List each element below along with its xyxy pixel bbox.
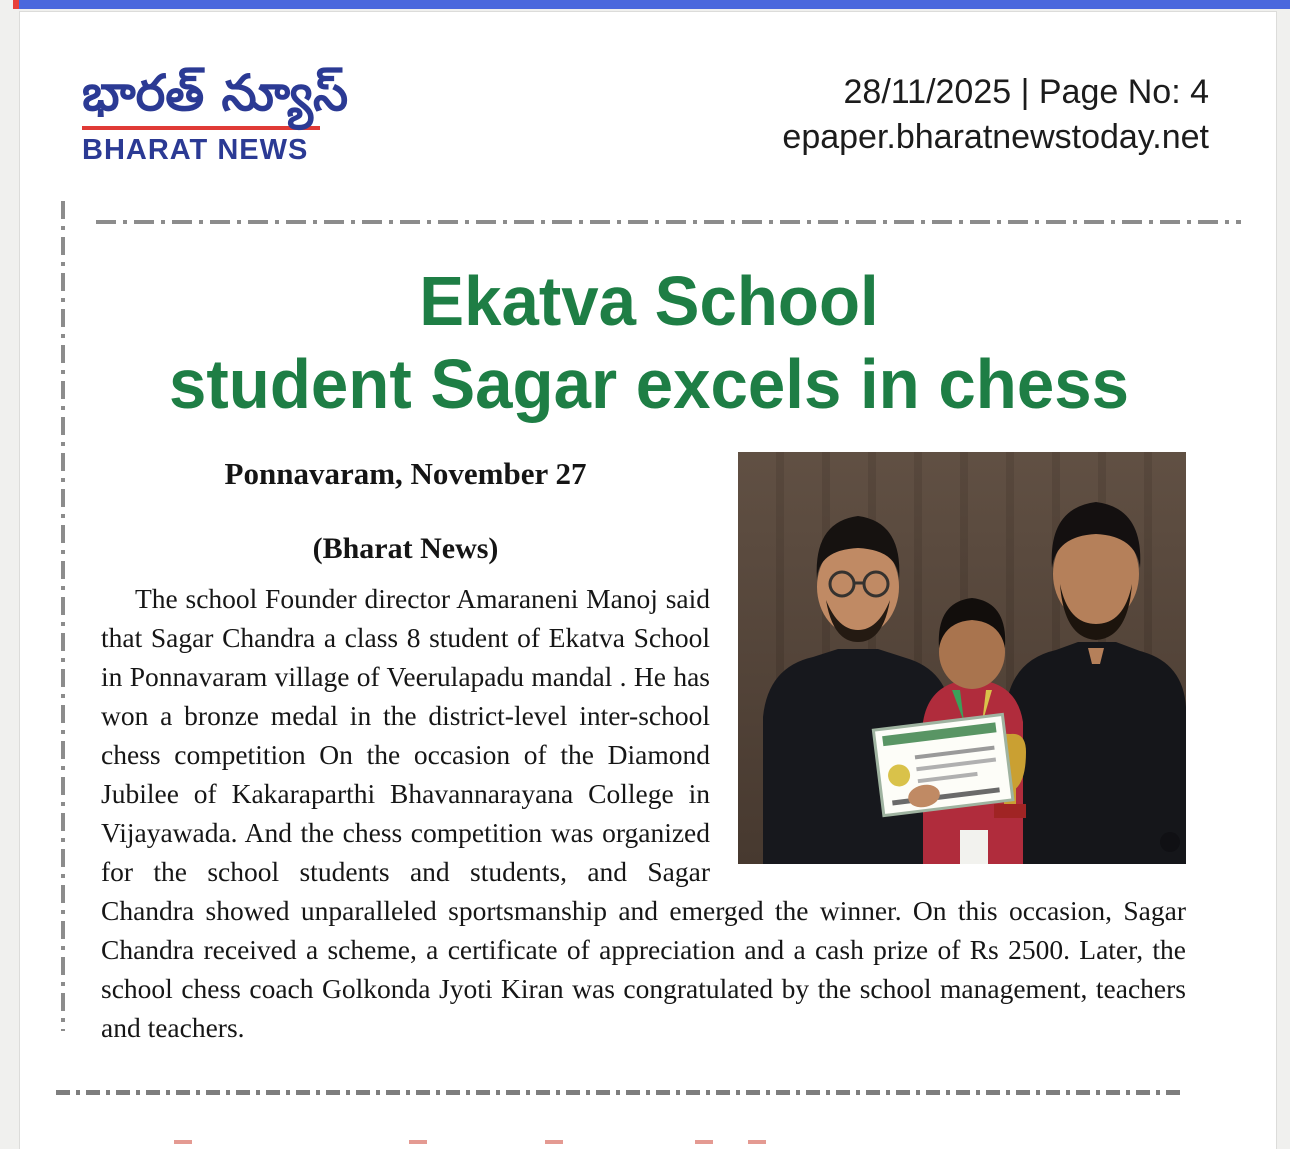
top-dash-divider [96, 220, 1241, 224]
article-dateline: Ponnavaram, November 27 [224, 456, 587, 491]
edition-date-page: 28/11/2025 | Page No: 4 [843, 73, 1209, 111]
edition-meta [782, 70, 1209, 160]
headline-line-1: Ekatva School [419, 262, 879, 340]
edition-site-url: epaper.bharatnewstoday.net [782, 118, 1209, 156]
masthead-telugu-title: భారత్ న్యూస్ [82, 64, 349, 122]
top-bar-blue [19, 0, 1290, 9]
masthead-logo [82, 64, 382, 167]
masthead-latin-title: BHARAT NEWS [82, 134, 309, 166]
masthead-red-rule [82, 126, 320, 130]
article-body-block [101, 444, 1186, 1047]
cutoff-red-mark [409, 1140, 427, 1144]
cutoff-red-mark [695, 1140, 713, 1144]
cutoff-red-mark [174, 1140, 192, 1144]
photo-illustration [738, 452, 1186, 864]
article-text: The school Founder director Amaraneni Manoj said that Sagar Chandra a class 8 student of Ekatva School in Ponnavaram village of Veerulapadu mandal . He has won a bronze medal in the district-level inter-school chess competition On the occasion of the Diamond Jubilee of Kakaraparthi Bhavannarayana College in Vijayawada. And the chess competition was organized for the school students and students, and Sagar Chandra showed unparalleled sportsmanship and emerged the winner. On this occasion, Sagar Chandra received a scheme, a certificate of appreciation and a cash prize of Rs 2500. Later, the school chess coach Golkonda Jyoti Kiran was congratulated by the school management, teachers and teachers. [101, 583, 1186, 1043]
article-photo [738, 452, 1186, 864]
article-credit: (Bharat News) [312, 532, 499, 565]
bottom-dash-divider [56, 1090, 1186, 1095]
cutoff-red-mark [545, 1140, 563, 1144]
article-headline [20, 260, 1278, 426]
epaper-clipping-card [19, 11, 1277, 1149]
headline-line-2: student Sagar excels in chess [169, 345, 1129, 423]
cutoff-red-mark [748, 1140, 766, 1144]
